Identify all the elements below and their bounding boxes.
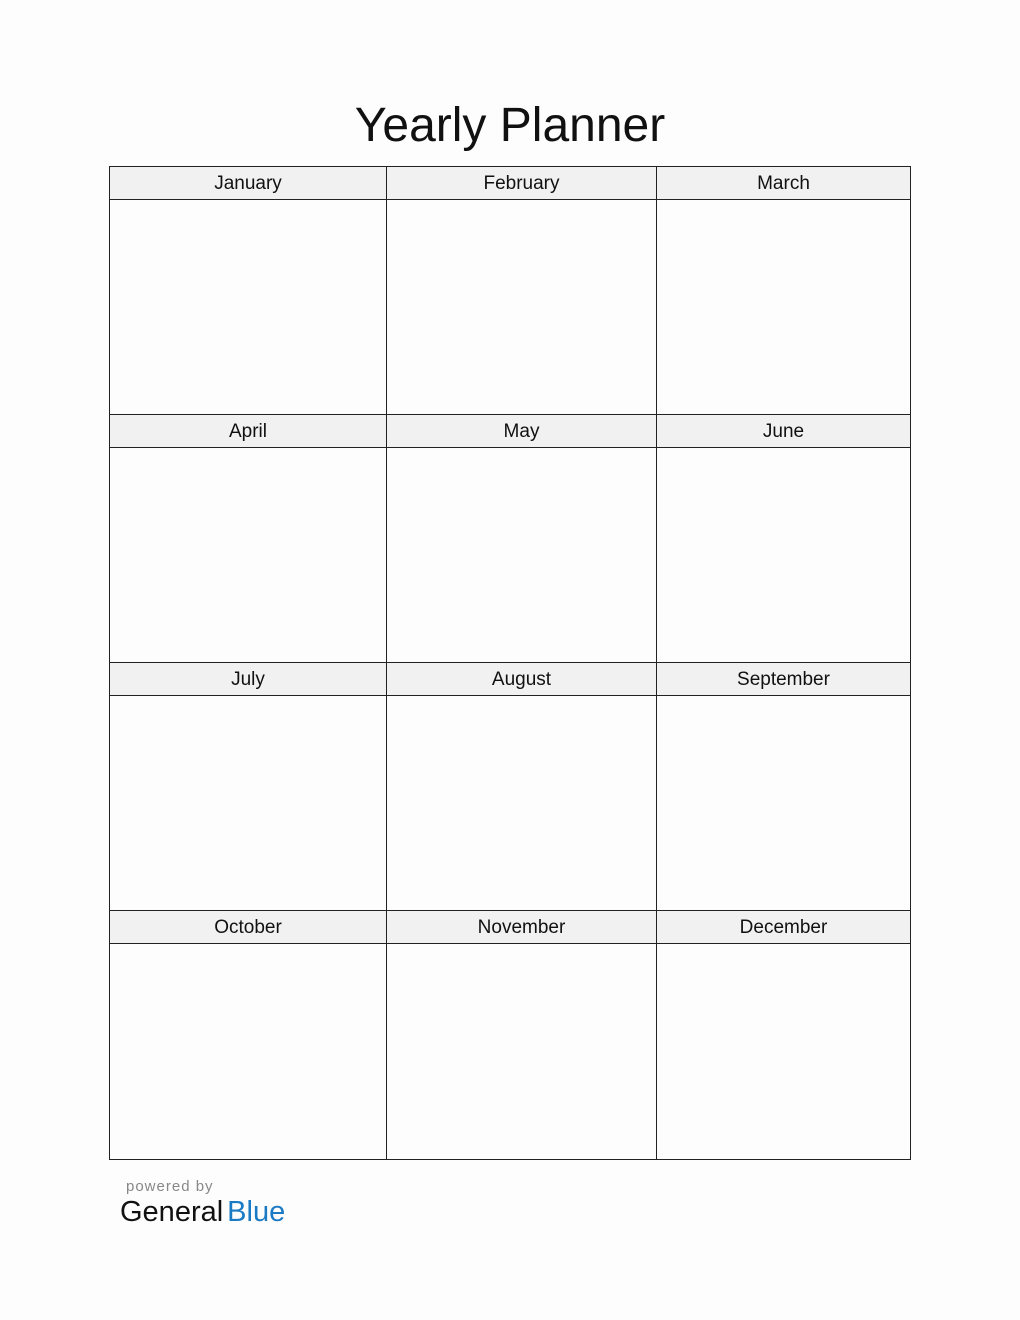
month-cell-april [110,415,387,663]
month-cell-january [110,167,387,415]
month-header: October [110,911,386,944]
month-header: February [387,167,656,200]
month-header: November [387,911,656,944]
month-cell-june [657,415,910,663]
month-notes-area[interactable] [657,696,910,910]
month-cell-december [657,911,910,1159]
month-cell-october [110,911,387,1159]
brand-blue: Blue [227,1196,286,1228]
month-header: April [110,415,386,448]
month-header: May [387,415,656,448]
month-notes-area[interactable] [387,448,656,662]
month-notes-area[interactable] [387,696,656,910]
month-cell-february [387,167,657,415]
month-notes-area[interactable] [657,200,910,414]
month-cell-august [387,663,657,911]
month-notes-area[interactable] [387,200,656,414]
month-notes-area[interactable] [657,944,910,1159]
month-header: June [657,415,910,448]
month-cell-september [657,663,910,911]
month-notes-area[interactable] [110,944,386,1159]
powered-by-text: powered by [126,1178,214,1195]
month-header: August [387,663,656,696]
month-header: July [110,663,386,696]
month-notes-area[interactable] [110,696,386,910]
month-notes-area[interactable] [110,200,386,414]
month-notes-area[interactable] [110,448,386,662]
month-header: September [657,663,910,696]
month-grid [109,166,911,1160]
brand-logo [120,1196,285,1229]
month-cell-may [387,415,657,663]
month-cell-july [110,663,387,911]
month-header: January [110,167,386,200]
month-header: December [657,911,910,944]
month-cell-november [387,911,657,1159]
month-header: March [657,167,910,200]
month-notes-area[interactable] [387,944,656,1159]
page-title: Yearly Planner [354,99,666,152]
month-cell-march [657,167,910,415]
month-notes-area[interactable] [657,448,910,662]
brand-general: General [120,1196,224,1228]
